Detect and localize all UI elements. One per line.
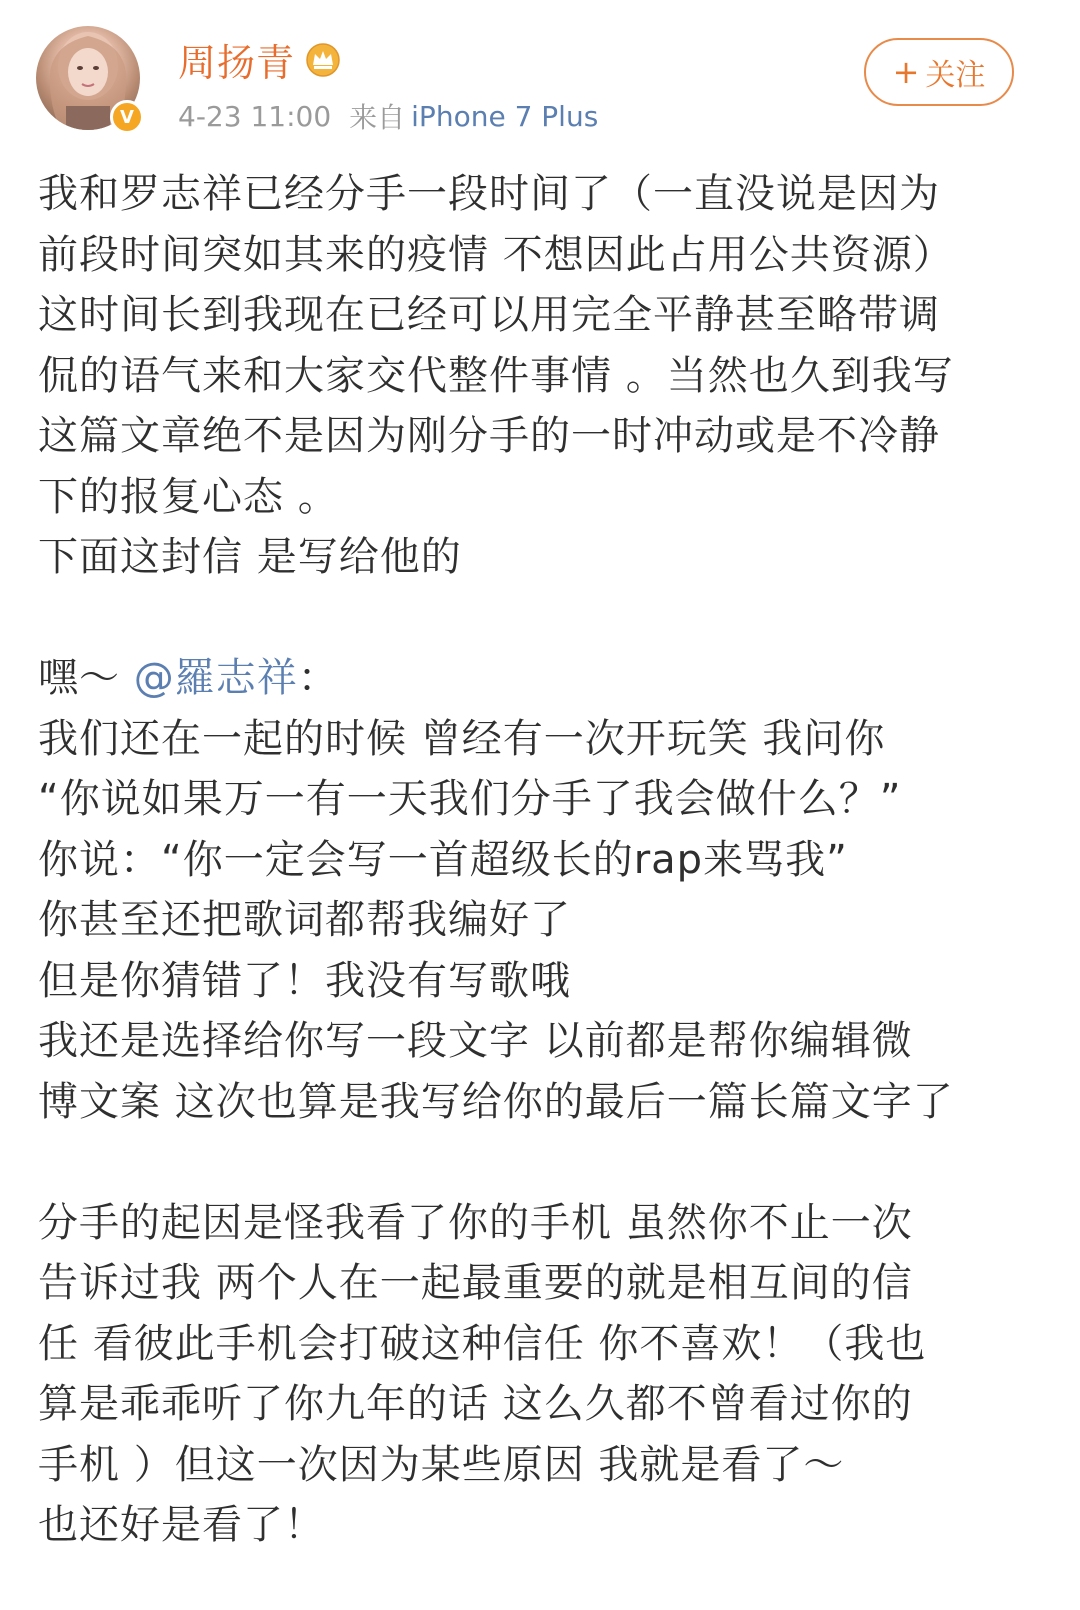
follow-button[interactable] [864, 38, 1014, 106]
post-line: 前段时间突如其来的疫情 不想因此占用公共资源） [38, 231, 954, 278]
plus-icon: + [892, 53, 920, 91]
post-device-link[interactable]: iPhone 7 Plus [411, 99, 599, 133]
post-line: 侃的语气来和大家交代整件事情 。当然也久到我写 [38, 352, 954, 399]
post-line: 告诉过我 两个人在一起最重要的就是相互间的信 [38, 1260, 913, 1306]
greeting-prefix: 嘿～ [38, 655, 134, 701]
post-line: 这篇文章绝不是因为刚分手的一时冲动或是不冷静 [38, 413, 940, 459]
crown-icon[interactable] [305, 43, 341, 77]
post-timestamp: 4-23 11:00 [178, 99, 332, 133]
post-line: 任 看彼此手机会打破这种信任 你不喜欢！（我也 [38, 1320, 927, 1367]
verified-badge-label: V [120, 106, 134, 128]
post-line: 下面这封信 是写给他的 [38, 534, 462, 580]
post-line: 但是你猜错了！我没有写歌哦 [38, 957, 571, 1004]
verified-badge-icon [110, 100, 144, 134]
post-line: 分手的起因是怪我看了你的手机 虽然你不止一次 [38, 1199, 913, 1246]
post-header [0, 0, 1080, 150]
post-line: “你说如果万一有一天我们分手了我会做什么？” [38, 776, 902, 822]
post-line: 你说：“你一定会写一首超级长的rap来骂我” [38, 836, 848, 883]
paragraph-break [38, 588, 1048, 649]
avatar[interactable] [36, 26, 146, 136]
post-line: 我和罗志祥已经分手一段时间了（一直没说是因为 [38, 171, 940, 217]
follow-label: 关注 [925, 58, 986, 93]
post-line: 下的报复心态 。 [38, 473, 339, 520]
post-line: 我们还在一起的时候 曾经有一次开玩笑 我问你 [38, 715, 886, 762]
username-row [178, 32, 341, 87]
post-line: 手机 ）但这一次因为某些原因 我就是看了～ [38, 1441, 845, 1488]
author-name[interactable]: 周扬青 [178, 41, 296, 85]
post-meta [178, 96, 598, 136]
post-source-prefix: 来自 [349, 101, 406, 134]
post-body [38, 164, 1048, 1556]
post-line: 你甚至还把歌词都帮我编好了 [38, 897, 571, 943]
post-line: 也还好是看了！ [38, 1502, 325, 1548]
post-line: 算是乖乖听了你九年的话 这么久都不曾看过你的 [38, 1381, 913, 1427]
post-line: 这时间长到我现在已经可以用完全平静甚至略带调 [38, 292, 940, 338]
greeting-suffix: ： [297, 655, 339, 701]
post-line: 博文案 这次也算是我写给你的最后一篇长篇文字了 [38, 1078, 954, 1125]
mention-link[interactable]: @羅志祥 [133, 655, 298, 701]
post-line: 我还是选择给你写一段文字 以前都是帮你编辑微 [38, 1018, 913, 1064]
greeting-line [38, 648, 1048, 709]
paragraph-break [38, 1132, 1048, 1193]
